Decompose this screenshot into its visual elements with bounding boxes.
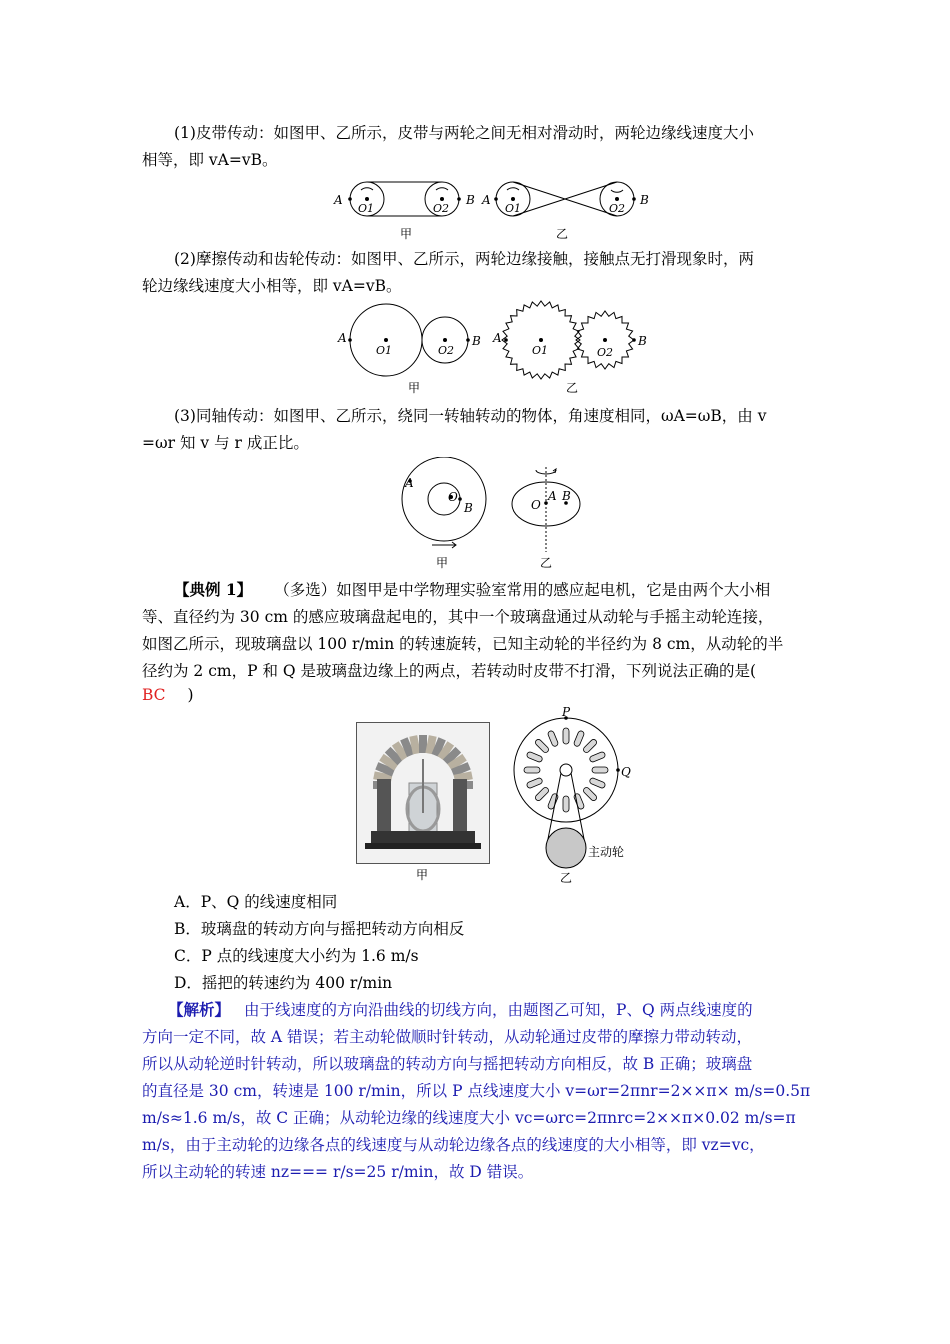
- fig1-label-a2: A: [482, 193, 491, 207]
- foil-strip: [563, 728, 569, 744]
- fig1-label-b2: B: [640, 193, 649, 207]
- fig3-caption-right: 乙: [540, 556, 553, 569]
- example-line3: 如图乙所示，现玻璃盘以 100 r/min 的转速旋转，已知主动轮的半径约为 8 cm，从动轮的半: [142, 635, 784, 653]
- fig1-label-o2b: O2: [609, 202, 626, 215]
- fig3-label-o: O: [448, 490, 458, 504]
- fig1-label-o1: O1: [358, 202, 375, 215]
- fig3-caption-left: 甲: [436, 556, 449, 569]
- foil-strip: [534, 738, 550, 754]
- foil-strip: [526, 777, 543, 789]
- foil-strip: [582, 738, 598, 754]
- analysis-line1: [168, 998, 753, 1020]
- fig2-label-a2: A: [493, 331, 502, 345]
- analysis-line3: 所以从动轮逆时针转动，所以玻璃盘的转动方向与摇把转动方向相反，故 B 正确；玻璃盘: [142, 1055, 753, 1073]
- example-line2: 等、直径约为 30 cm 的感应玻璃盘起电的，其中一个玻璃盘通过从动轮与手摇主动轮连接，: [142, 608, 774, 626]
- section1-line2: 相等，即 vA=vB。: [142, 151, 278, 169]
- foil-strip: [589, 751, 606, 763]
- fig4-label-p: P: [562, 706, 571, 719]
- foil-strip: [526, 751, 543, 763]
- example-close: ): [187, 686, 194, 704]
- fig1-label-b: B: [466, 193, 475, 207]
- example-answer: BC: [142, 686, 166, 704]
- analysis-tag: 【解析】: [168, 1000, 231, 1019]
- analysis-line5: m/s≈1.6 m/s，故 C 正确；从动轮边缘的线速度大小 vc=ωrc=2πnrc=2××π×0.02 m/s=π: [142, 1109, 796, 1127]
- example-line1: [174, 578, 770, 600]
- fig1-label-o1b: O1: [505, 202, 522, 215]
- foil-strip: [563, 796, 569, 812]
- fig3-label-b2: B: [562, 489, 571, 503]
- coaxial-figure: [398, 457, 598, 569]
- foil-strip: [582, 786, 598, 802]
- foil-strip: [592, 767, 608, 773]
- example-type: （多选）: [274, 581, 337, 599]
- analysis-line2: 方向一定不同，故 A 错误；若主动轮做顺时针转动，从动轮通过皮带的摩擦力带动转动，: [142, 1028, 753, 1046]
- fig2-label-o2b: O2: [597, 346, 614, 359]
- generator-photo: [356, 722, 490, 864]
- analysis-line4: 的直径是 30 cm，转速是 100 r/min，所以 P 点线速度大小 v=ωr=2πnr=2××π× m/s=0.5π: [142, 1082, 811, 1100]
- fig1-caption-right: 乙: [556, 227, 569, 241]
- analysis-line7: 所以主动轮的转速 nz=== r/s=25 r/min，故 D 错误。: [142, 1163, 534, 1181]
- example-text1: 如图甲是中学物理实验室常用的感应起电机，它是由两个大小相: [336, 581, 771, 599]
- section3-line2: =ωr 知 v 与 r 成正比。: [142, 434, 309, 452]
- photo-sector: [419, 735, 427, 753]
- option-d: D．摇把的转速约为 400 r/min: [174, 974, 393, 992]
- fig3-label-a2: A: [548, 489, 557, 503]
- fig2-label-a: A: [338, 331, 347, 345]
- fig2-label-o2: O2: [438, 344, 455, 357]
- friction-gear-figure: [334, 298, 656, 398]
- foil-strip: [573, 730, 585, 747]
- generator-diagram: [510, 706, 650, 886]
- analysis-line6: m/s，由于主动轮的边缘各点的线速度与从动轮边缘各点的线速度的大小相等，即 vz=vc，: [142, 1136, 765, 1154]
- example-tag: 【典例 1】: [174, 580, 253, 599]
- option-a: A．P、Q 的线速度相同: [174, 893, 338, 911]
- foil-strip: [589, 777, 606, 789]
- foil-strip: [534, 786, 550, 802]
- foil-strip: [524, 767, 540, 773]
- fig2-caption-left: 甲: [408, 381, 421, 395]
- analysis-text1: 由于线速度的方向沿曲线的切线方向，由题图乙可知，P、Q 两点线速度的: [244, 1001, 753, 1019]
- fig1-caption-left: 甲: [400, 227, 413, 241]
- belt-drive-figure: [330, 174, 660, 244]
- fig3-label-b: B: [464, 501, 473, 515]
- fig4-label-drive: 主动轮: [588, 845, 625, 859]
- fig4-caption-left: 甲: [416, 868, 429, 882]
- fig2-label-b2: B: [638, 334, 647, 348]
- fig1-label-o2: O2: [433, 202, 450, 215]
- section2-line1: (2)摩擦传动和齿轮传动：如图甲、乙所示，两轮边缘接触，接触点无打滑现象时，两: [174, 250, 754, 268]
- fig4-caption-right: 乙: [560, 871, 573, 885]
- fig2-label-b: B: [472, 334, 481, 348]
- option-c: C．P 点的线速度大小约为 1.6 m/s: [174, 947, 419, 965]
- section3-line1: (3)同轴传动：如图甲、乙所示，绕同一转轴转动的物体，角速度相同，ωA=ωB，由 v: [174, 407, 767, 425]
- example-line5: [142, 686, 194, 704]
- section1-line1: (1)皮带传动：如图甲、乙所示，皮带与两轮之间无相对滑动时，两轮边缘线速度大小: [174, 124, 754, 142]
- fig1-label-a: A: [334, 193, 343, 207]
- fig2-label-o1b: O1: [532, 344, 549, 357]
- fig4-label-q: Q: [621, 765, 631, 779]
- fig3-label-a: A: [405, 476, 414, 490]
- fig2-caption-right: 乙: [566, 381, 579, 395]
- fig3-label-o2: O: [531, 498, 541, 512]
- fig2-label-o1: O1: [376, 344, 393, 357]
- option-b: B．玻璃盘的转动方向与摇把转动方向相反: [174, 920, 465, 938]
- foil-strip: [547, 730, 559, 747]
- section2-line2: 轮边缘线速度大小相等，即 vA=vB。: [142, 277, 402, 295]
- example-line4: 径约为 2 cm，P 和 Q 是玻璃盘边缘上的两点，若转动时皮带不打滑，下列说法正确的是(: [142, 662, 757, 680]
